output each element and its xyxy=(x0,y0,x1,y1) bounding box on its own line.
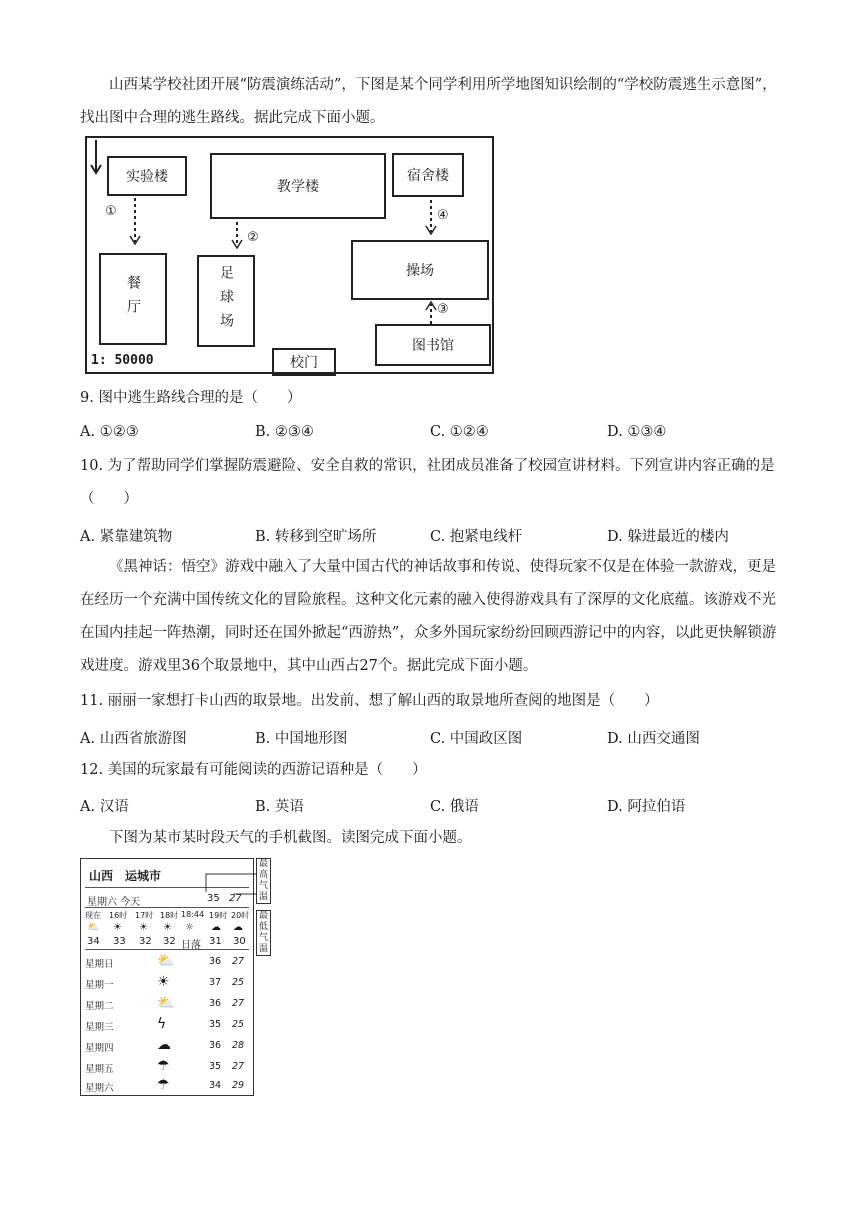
cloud-sun-icon: ⛅ xyxy=(157,995,175,1011)
q10-option-d[interactable]: D. 躲进最近的楼内 xyxy=(607,529,729,545)
question-12-options xyxy=(80,795,780,819)
school-evacuation-map xyxy=(85,136,494,374)
question-9-stem: 9. 图中逃生路线合理的是（ ） xyxy=(80,390,302,406)
map-scale: 1: 50000 xyxy=(91,353,154,368)
hourly-labels: 现在 16时 17时 18时 18:44 19时 20时 xyxy=(85,910,250,920)
sun-icon: ☀ xyxy=(113,922,122,933)
q9-option-d[interactable]: D. ①③④ xyxy=(607,424,667,440)
route-2-arrow xyxy=(227,222,247,254)
q10-option-a[interactable]: A. 紧靠建筑物 xyxy=(80,529,173,545)
intro-paragraph-3: 下图为某市某时段天气的手机截图。读图完成下面小题。 xyxy=(109,830,472,846)
rain-icon: ☂ xyxy=(157,1077,170,1093)
teaching-building: 教学楼 xyxy=(210,153,386,219)
sun-icon: ☀ xyxy=(139,922,148,933)
legend-min-temp: 最低气温 xyxy=(256,910,271,956)
forecast-row: 星期二 ⛅ 36 27 xyxy=(85,995,245,1012)
route-4-label: ④ xyxy=(437,208,449,223)
q9-option-b[interactable]: B. ②③④ xyxy=(255,424,314,440)
sunset-icon: ☼ xyxy=(185,922,194,933)
question-9-options xyxy=(80,424,780,448)
cloud-icon: ☁ xyxy=(233,922,243,933)
forecast-row: 星期三 ϟ 35 25 xyxy=(85,1016,245,1033)
football-field: 足球场 xyxy=(197,255,255,347)
hourly-temps: 34 33 32 32 日落 31 30 xyxy=(87,936,246,951)
weather-today-high: 35 xyxy=(207,893,220,904)
lightning-icon: ϟ xyxy=(157,1016,167,1032)
q9-option-c[interactable]: C. ①②④ xyxy=(430,424,489,440)
question-10-options xyxy=(80,525,780,549)
school-gate: 校门 xyxy=(272,348,336,376)
legend-connector xyxy=(200,868,260,898)
arrow-down-icon xyxy=(90,140,104,176)
sun-icon: ☀ xyxy=(157,974,170,990)
weather-today-low: 27 xyxy=(229,893,242,904)
q11-option-a[interactable]: A. 山西省旅游图 xyxy=(80,731,187,747)
weather-today-label: 星期六 今天 xyxy=(87,897,141,908)
playground: 操场 xyxy=(351,240,489,300)
question-10-stem: 10. 为了帮助同学们掌握防震避险、安全自救的常识，社团成员准备了校园宣讲材料。下列宣讲内容正确的是（ ） xyxy=(80,458,775,507)
cloud-icon: ☁ xyxy=(211,922,221,933)
question-11-stem: 11. 丽丽一家想打卡山西的取景地。出发前、想了解山西的取景地所查阅的地图是（ ） xyxy=(80,693,659,709)
canteen: 餐厅 xyxy=(99,253,167,345)
cloud-icon: ☁ xyxy=(157,1037,171,1053)
q12-option-a[interactable]: A. 汉语 xyxy=(80,799,129,815)
route-3-label: ③ xyxy=(437,302,449,317)
q11-option-b[interactable]: B. 中国地形图 xyxy=(255,731,348,747)
forecast-row: 星期日 ⛅ 36 27 xyxy=(85,953,245,970)
q12-option-c[interactable]: C. 俄语 xyxy=(430,799,479,815)
legend-max-temp: 最高气温 xyxy=(256,858,271,904)
q12-option-d[interactable]: D. 阿拉伯语 xyxy=(607,799,686,815)
weather-city: 山西 运城市 xyxy=(89,869,162,883)
q10-option-b[interactable]: B. 转移到空旷场所 xyxy=(255,529,377,545)
intro-paragraph-2: 《黑神话：悟空》游戏中融入了大量中国古代的神话故事和传说、使得玩家不仅是在体验一款游戏，更是在经历一个充满中国传统文化的冒险旅程。这种文化元素的融入使得游戏具有了深厚的文化底蕴。该游戏不光在国内挂起一阵热潮，同时还在国外掀起“西游热”，众多外国玩家纷纷回顾西游记中的内容，以此更快解锁游戏进度。游戏里36个取景地中，其中山西占27个。据此完成下面小题。 xyxy=(80,559,777,674)
rain-icon: ☂ xyxy=(157,1058,170,1074)
q11-option-c[interactable]: C. 中国政区图 xyxy=(430,731,523,747)
route-1-arrow xyxy=(125,198,145,250)
q12-option-b[interactable]: B. 英语 xyxy=(255,799,304,815)
forecast-row: 星期一 ☀ 37 25 xyxy=(85,974,245,991)
forecast-row: 星期五 ☂ 35 27 xyxy=(85,1058,245,1075)
q9-option-a[interactable]: A. ①②③ xyxy=(80,424,139,440)
forecast-row: 星期六 ☂ 34 29 xyxy=(85,1077,245,1094)
question-12-stem: 12. 美国的玩家最有可能阅读的西游记语种是（ ） xyxy=(80,762,427,778)
lab-building: 实验楼 xyxy=(107,156,187,196)
library: 图书馆 xyxy=(375,324,491,366)
q11-option-d[interactable]: D. 山西交通图 xyxy=(607,731,700,747)
route-2-label: ② xyxy=(247,230,259,245)
forecast-row: 星期四 ☁ 36 28 xyxy=(85,1037,245,1054)
q10-option-c[interactable]: C. 抱紧电线杆 xyxy=(430,529,523,545)
hourly-icons xyxy=(85,922,251,936)
dormitory-building: 宿舍楼 xyxy=(392,153,464,197)
cloud-sun-icon: ⛅ xyxy=(87,922,100,933)
cloud-sun-icon: ⛅ xyxy=(157,953,175,969)
sun-icon: ☀ xyxy=(163,922,172,933)
route-1-label: ① xyxy=(105,204,117,219)
intro-paragraph-1: 山西某学校社团开展“防震演练活动”，下图是某个同学利用所学地图知识绘制的“学校防震逃生示意图”，找出图中合理的逃生路线。据此完成下面小题。 xyxy=(80,77,777,126)
question-11-options xyxy=(80,727,780,751)
